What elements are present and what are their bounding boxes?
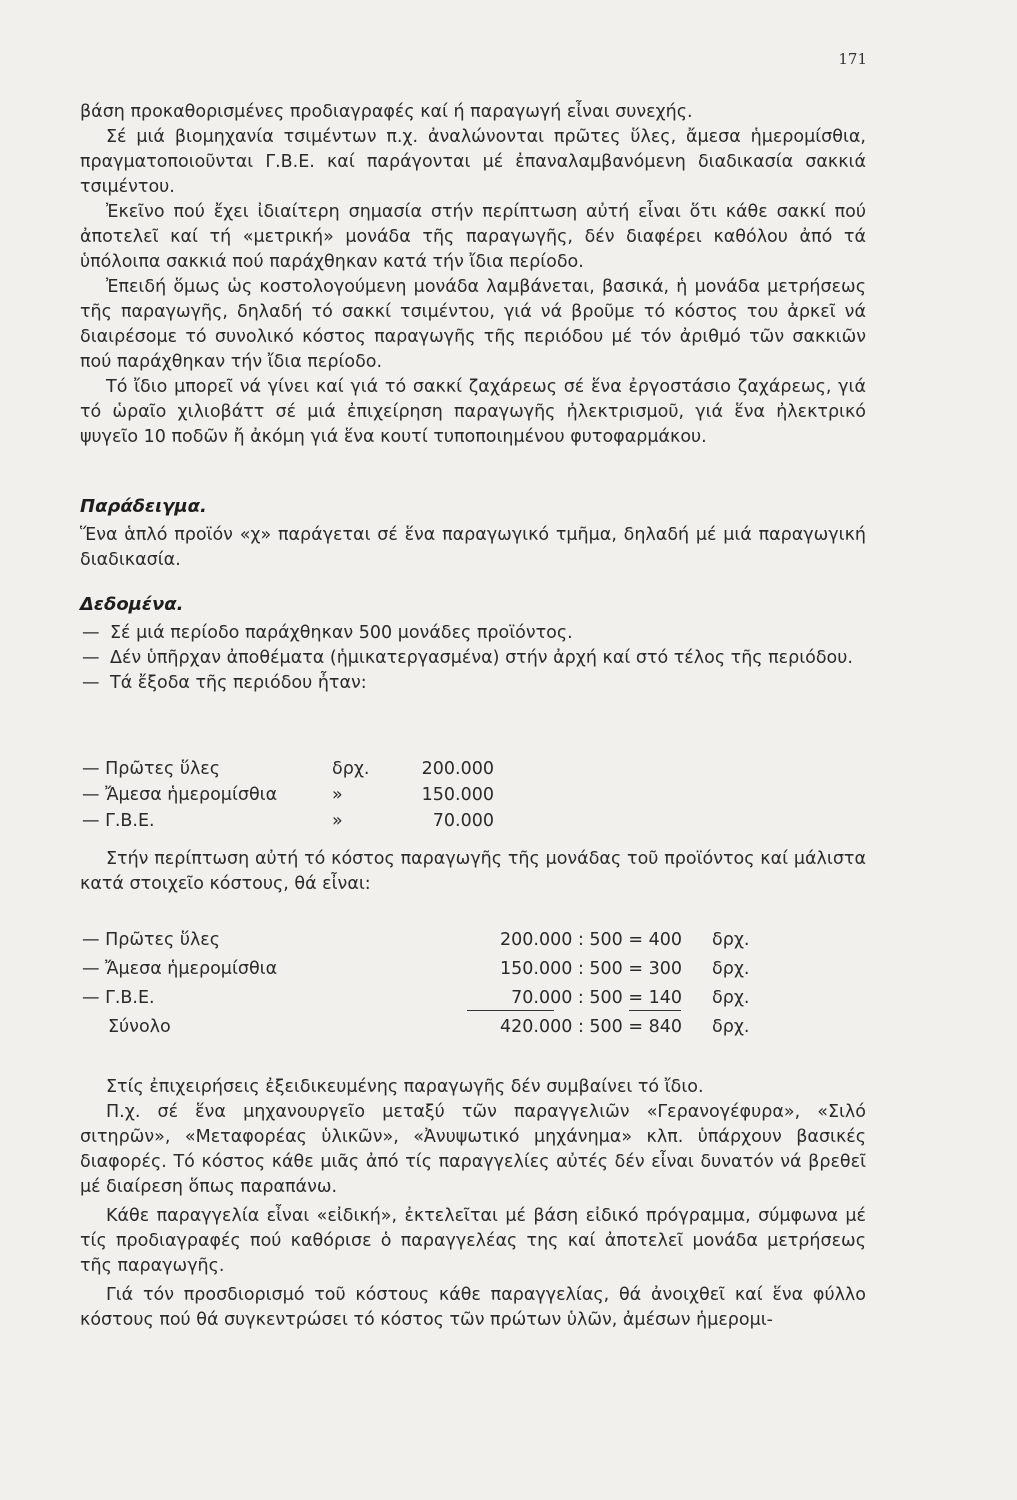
paragraph: Κάθε παραγγελία εἶναι «εἰδική», ἐκτελεῖται μέ βάση εἰδικό πρόγραμμα, σύμφωνα μέ τίς προδιαγραφές πού καθόρισε ὁ παραγγελέας της καί ἀποτελεῖ μονάδα μετρήσεως τῆς παραγωγῆς.	[80, 1206, 866, 1276]
expense-unit: »	[332, 785, 343, 805]
list-item-text: Δέν ὑπῆρχαν ἀποθέματα (ἡμικατεργασμένα) στήν ἀρχή καί στό τέλος τῆς περιόδου.	[110, 648, 853, 668]
list-item	[82, 671, 866, 696]
table-row	[82, 756, 494, 782]
closing-section	[80, 1075, 866, 1333]
paragraph: Τό ἴδιο μπορεῖ νά γίνει καί γιά τό σακκί ζαχάρεως σέ ἕνα ἐργοστάσιο ζαχάρεως, γιά τό ὡραῖο χιλιοβάττ σέ μιά ἐπιχείρηση παραγωγῆς ἠλεκτρισμοῦ, γιά ἕνα ἠλεκτρικό ψυγεῖο 10 ποδῶν ἤ ἀκόμη γιά ἕνα κουτί τυποποιημένου φυτοφαρμάκου.	[80, 377, 866, 447]
table-row	[82, 984, 782, 1013]
table-row	[82, 808, 494, 834]
expense-label: — Πρῶτες ὕλες	[82, 759, 221, 779]
table-row	[82, 955, 782, 984]
cost-label: — Πρῶτες ὕλες	[82, 930, 221, 950]
dash: —	[82, 623, 100, 643]
paragraph: Στήν περίπτωση αὐτή τό κόστος παραγωγῆς τῆς μονάδας τοῦ προϊόντος καί μάλιστα κατά στοιχεῖο κόστους, θά εἶναι:	[80, 849, 866, 894]
cost-currency: δρχ.	[712, 988, 750, 1008]
expenses-table	[82, 756, 494, 834]
list-item	[82, 621, 866, 646]
cost-label: — Γ.Β.Ε.	[82, 988, 155, 1008]
list-item-text: Σέ μιά περίοδο παράχθηκαν 500 μονάδες προϊόντος.	[110, 623, 573, 643]
cost-calc: 150.000 : 500 = 300	[500, 959, 682, 979]
given-section	[80, 592, 866, 696]
table-row	[82, 926, 782, 955]
expense-unit: »	[332, 811, 343, 831]
expense-amount: 70.000	[432, 811, 494, 831]
expense-amount: 150.000	[421, 785, 494, 805]
example-section	[80, 494, 866, 573]
expense-label: — Ἄμεσα ἡμερομίσθια	[82, 785, 278, 805]
given-list	[80, 621, 866, 696]
table-row	[82, 1013, 782, 1042]
paragraph: Γιά τόν προσδιορισμό τοῦ κόστους κάθε παραγγελίας, θά ἀνοιχθεῖ καί ἕνα φύλλο κόστους πού θά συγκεντρώσει τό κόστος τῶν πρώτων ὑλῶν, ἀμέσων ἡμερομι-	[80, 1285, 866, 1330]
cost-calc: 70.000 : 500 = 140	[511, 988, 682, 1008]
cost-label: — Ἄμεσα ἡμερομίσθια	[82, 959, 278, 979]
sum-underline	[467, 1010, 554, 1011]
example-text: Ἕνα ἁπλό προϊόν «χ» παράγεται σέ ἕνα παραγωγικό τμῆμα, δηλαδή μέ μιά παραγωγική διαδικασία.	[80, 525, 866, 570]
list-item-text: Τά ἔξοδα τῆς περιόδου ἦταν:	[110, 673, 367, 693]
paragraph: βάση προκαθορισμένες προδιαγραφές καί ή παραγωγή εἶναι συνεχής.	[80, 102, 693, 122]
table-row	[82, 782, 494, 808]
cost-currency: δρχ.	[712, 930, 750, 950]
paragraph: Π.χ. σέ ἕνα μηχανουργεῖο μεταξύ τῶν παραγγελιῶν «Γερανογέφυρα», «Σιλό σιτηρῶν», «Μεταφορέας ὑλικῶν», «Ἀνυψωτικό μηχάνημα» κλπ. ὑπάρχουν βασικές διαφορές. Τό κόστος κάθε μιᾶς ἀπό τίς παραγγελίες αὐτές δέν εἶναι δυνατόν νά βρεθεῖ μέ διαίρεση ὅπως παραπάνω.	[80, 1102, 866, 1197]
cost-currency: δρχ.	[712, 959, 750, 979]
total-label: Σύνολο	[108, 1017, 171, 1037]
cost-intro-section	[80, 847, 866, 897]
paragraph: Ἐκεῖνο πού ἔχει ἰδιαίτερη σημασία στήν περίπτωση αὐτή εἶναι ὅτι κάθε σακκί πού ἀποτελεῖ καί τή «μετρική» μονάδα τῆς παραγωγῆς, δέν διαφέρει καθόλου ἀπό τά ὑπόλοιπα σακκιά πού παράχθηκαν κατά τήν ἴδια περίοδο.	[80, 202, 866, 272]
expense-label: — Γ.Β.Ε.	[82, 811, 155, 831]
dash: —	[82, 673, 100, 693]
paragraph: Στίς ἐπιχειρήσεις ἐξειδικευμένης παραγωγῆς δέν συμβαίνει τό ἴδιο.	[106, 1077, 704, 1097]
dash: —	[82, 648, 100, 668]
expense-amount: 200.000	[421, 759, 494, 779]
sum-underline	[629, 1010, 681, 1011]
expense-unit: δρχ.	[332, 759, 370, 779]
total-calc: 420.000 : 500 = 840	[500, 1017, 682, 1037]
unit-cost-table	[82, 926, 782, 1042]
cost-calc: 200.000 : 500 = 400	[500, 930, 682, 950]
paragraph: Σέ μιά βιομηχανία τσιμέντων π.χ. ἀναλώνονται πρῶτες ὕλες, ἄμεσα ἡμερομίσθια, πραγματοποιοῦνται Γ.Β.Ε. καί παράγονται μέ ἐπαναλαμβανόμενη διαδικασία σακκιά τσιμέντου.	[80, 127, 866, 197]
example-heading: Παράδειγμα.	[80, 496, 207, 517]
page-number: 171	[838, 50, 867, 68]
intro-section	[80, 100, 866, 450]
paragraph: Ἐπειδή ὅμως ὡς κοστολογούμενη μονάδα λαμβάνεται, βασικά, ἡ μονάδα μετρήσεως τῆς παραγωγῆς, δηλαδή τό σακκί τσιμέντου, γιά νά βροῦμε τό κόστος του ἀρκεῖ νά διαιρέσομε τό συνολικό κόστος παραγωγῆς τῆς περιόδου μέ τόν ἀριθμό τῶν σακκιῶν πού παράχθηκαν τήν ἴδια περίοδο.	[80, 277, 866, 372]
total-currency: δρχ.	[712, 1017, 750, 1037]
list-item	[82, 646, 866, 671]
given-heading: Δεδομένα.	[80, 594, 184, 615]
